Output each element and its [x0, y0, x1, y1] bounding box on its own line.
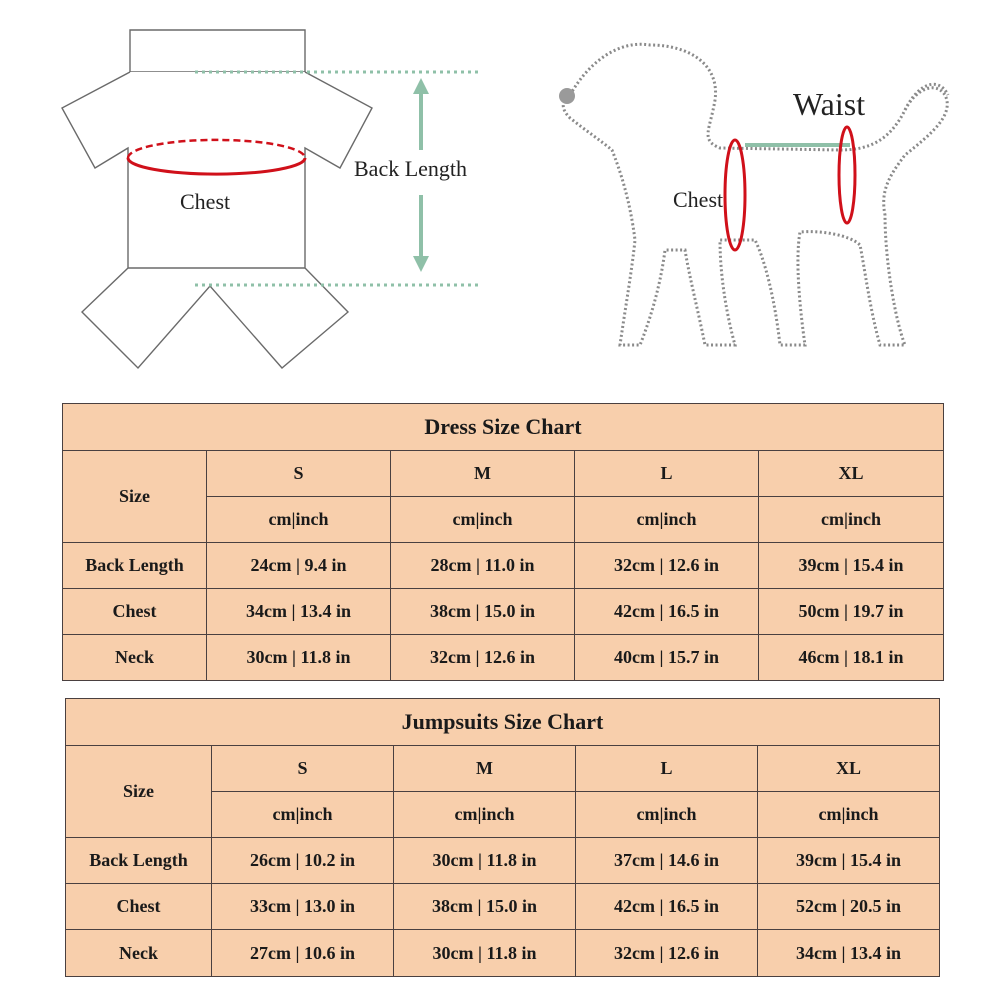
table-row: [66, 838, 940, 884]
dress-col-m: M: [391, 451, 575, 497]
dress-cell: 24cm | 9.4 in: [207, 543, 391, 589]
dress-unit-l: cm|inch: [575, 497, 759, 543]
jumpsuit-size-header: Size: [66, 746, 212, 838]
dog-outline: [563, 44, 948, 345]
jumpsuit-row-label: Neck: [66, 930, 212, 977]
jumpsuit-size-chart: [65, 698, 940, 977]
dog-nose-icon: [559, 88, 575, 104]
jumpsuit-cell: 52cm | 20.5 in: [758, 884, 940, 930]
jumpsuit-unit-xl: cm|inch: [758, 792, 940, 838]
dress-cell: 38cm | 15.0 in: [391, 589, 575, 635]
table-row: [63, 635, 944, 681]
jumpsuit-col-s: S: [212, 746, 394, 792]
dog-chest-label: Chest: [673, 187, 724, 212]
jumpsuit-col-m: M: [394, 746, 576, 792]
jumpsuit-row-label: Chest: [66, 884, 212, 930]
table-row: [66, 930, 940, 977]
jumpsuit-cell: 37cm | 14.6 in: [576, 838, 758, 884]
dress-chart-title: Dress Size Chart: [63, 404, 944, 451]
dress-cell: 40cm | 15.7 in: [575, 635, 759, 681]
jumpsuit-row-label: Back Length: [66, 838, 212, 884]
dress-size-header: Size: [63, 451, 207, 543]
dress-cell: 42cm | 16.5 in: [575, 589, 759, 635]
shirt-chest-label: Chest: [180, 189, 231, 214]
jumpsuit-chart-title: Jumpsuits Size Chart: [66, 699, 940, 746]
illustration-svg: [0, 0, 1000, 390]
dress-row-label: Neck: [63, 635, 207, 681]
back-length-label: Back Length: [354, 156, 468, 181]
jumpsuit-unit-l: cm|inch: [576, 792, 758, 838]
dress-unit-s: cm|inch: [207, 497, 391, 543]
dress-size-chart: [62, 403, 944, 681]
dress-cell: 32cm | 12.6 in: [575, 543, 759, 589]
table-row: [63, 589, 944, 635]
dog-measure-lines: [725, 127, 855, 250]
dress-col-xl: XL: [759, 451, 944, 497]
jumpsuit-unit-s: cm|inch: [212, 792, 394, 838]
jumpsuit-cell: 42cm | 16.5 in: [576, 884, 758, 930]
dress-cell: 30cm | 11.8 in: [207, 635, 391, 681]
dress-col-s: S: [207, 451, 391, 497]
jumpsuit-cell: 30cm | 11.8 in: [394, 930, 576, 977]
dress-unit-xl: cm|inch: [759, 497, 944, 543]
dress-unit-m: cm|inch: [391, 497, 575, 543]
jumpsuit-cell: 30cm | 11.8 in: [394, 838, 576, 884]
dress-cell: 46cm | 18.1 in: [759, 635, 944, 681]
jumpsuit-unit-m: cm|inch: [394, 792, 576, 838]
dress-cell: 39cm | 15.4 in: [759, 543, 944, 589]
table-row: [66, 884, 940, 930]
jumpsuit-cell: 32cm | 12.6 in: [576, 930, 758, 977]
jumpsuit-col-l: L: [576, 746, 758, 792]
jumpsuit-col-xl: XL: [758, 746, 940, 792]
jumpsuit-cell: 39cm | 15.4 in: [758, 838, 940, 884]
dress-row-label: Back Length: [63, 543, 207, 589]
dress-cell: 50cm | 19.7 in: [759, 589, 944, 635]
dress-row-label: Chest: [63, 589, 207, 635]
dress-cell: 34cm | 13.4 in: [207, 589, 391, 635]
jumpsuit-cell: 27cm | 10.6 in: [212, 930, 394, 977]
dog-waist-label: Waist: [793, 86, 866, 122]
jumpsuit-cell: 26cm | 10.2 in: [212, 838, 394, 884]
table-row: [63, 543, 944, 589]
dress-cell: 32cm | 12.6 in: [391, 635, 575, 681]
jumpsuit-cell: 33cm | 13.0 in: [212, 884, 394, 930]
dress-cell: 28cm | 11.0 in: [391, 543, 575, 589]
jumpsuit-cell: 34cm | 13.4 in: [758, 930, 940, 977]
measurement-illustrations: [0, 0, 1000, 390]
dress-col-l: L: [575, 451, 759, 497]
jumpsuit-cell: 38cm | 15.0 in: [394, 884, 576, 930]
